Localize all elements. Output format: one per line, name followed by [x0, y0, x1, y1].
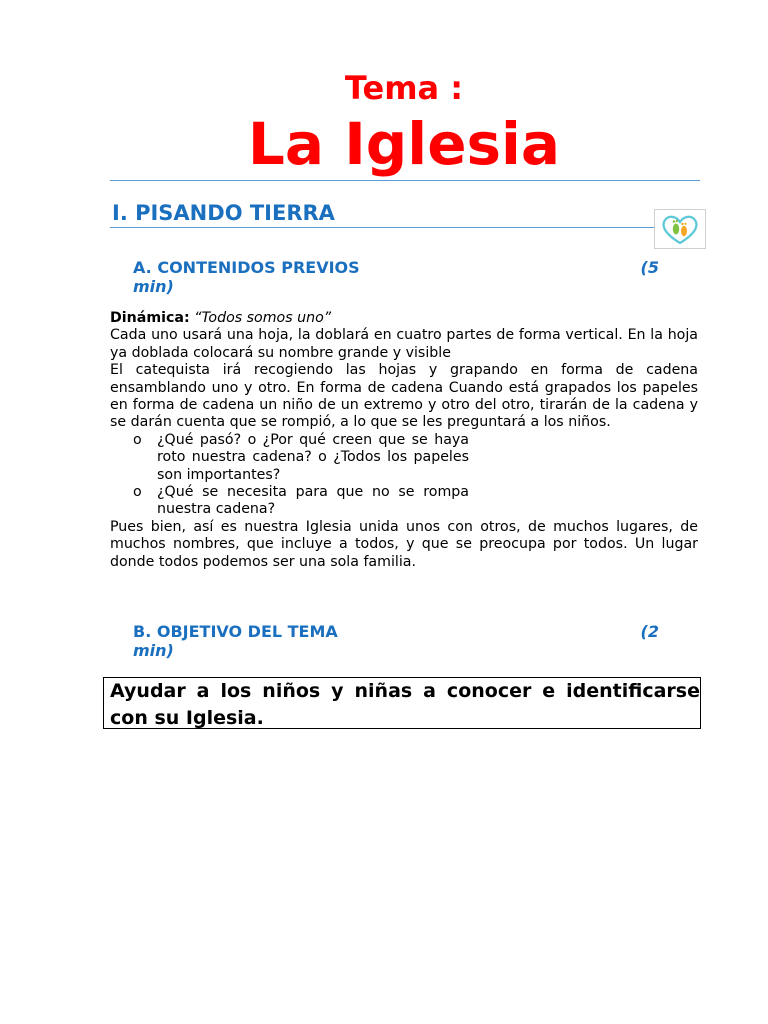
- time-estimate: (5: [640, 258, 659, 277]
- dinamica-label: Dinámica:: [110, 310, 190, 326]
- dinamica-paragraph-3: Pues bien, así es nuestra Iglesia unida unos con otros, de muchos lugares, de muchos nombres, que incluye a todos, y que se preocupa por todos. Un lugar donde todos podemos ser una sola familia.: [110, 518, 698, 570]
- section-heading-pisando-tierra: I. PISANDO TIERRA: [112, 201, 335, 225]
- dinamica-paragraph-2: El catequista irá recogiendo las hojas y grapando en forma de cadena ensamblando uno y otro. En forma de cadena Cuando está grapados los papeles en forma de cadena un niño de un extremo y otro del otro, tirarán de la cadena y se darán cuenta que se rompió, a lo que se les preguntará a los niños.: [110, 362, 698, 431]
- question-text: ¿Qué pasó? o ¿Por qué creen que se haya roto nuestra cadena? o ¿Todos los papeles son importantes?: [157, 431, 469, 483]
- subheading-objetivo-del-tema: [133, 622, 659, 660]
- title-divider: [110, 180, 700, 181]
- bullet-marker: o: [133, 484, 142, 501]
- subheading-contenidos-previos: [133, 258, 659, 296]
- section-divider: [110, 227, 658, 228]
- page-title: La Iglesia: [247, 110, 561, 178]
- question-list: [110, 432, 698, 519]
- footprints-heart-icon: [654, 209, 706, 249]
- question-text: ¿Qué se necesita para que no se rompa nuestra cadena?: [157, 484, 469, 518]
- dinamica-name: “Todos somos uno”: [194, 310, 332, 326]
- subheading-label: A. CONTENIDOS PREVIOS: [133, 258, 360, 277]
- time-estimate-unit: min): [133, 641, 174, 660]
- list-item: [110, 484, 469, 519]
- tema-label: Tema :: [344, 69, 464, 107]
- objective-box: [103, 677, 701, 729]
- time-estimate-unit: min): [133, 277, 174, 296]
- time-estimate: (2: [640, 622, 659, 641]
- dinamica-block: [110, 310, 698, 571]
- list-item: [110, 432, 469, 484]
- objective-text: Ayudar a los niños y niñas a conocer e identificarse con su Iglesia.: [110, 680, 700, 729]
- dinamica-title: [110, 310, 698, 327]
- dinamica-paragraph-1: Cada uno usará una hoja, la doblará en cuatro partes de forma vertical. En la hoja ya doblada colocará su nombre grande y visible: [110, 327, 698, 361]
- bullet-marker: o: [133, 431, 142, 448]
- subheading-label: B. OBJETIVO DEL TEMA: [133, 622, 338, 641]
